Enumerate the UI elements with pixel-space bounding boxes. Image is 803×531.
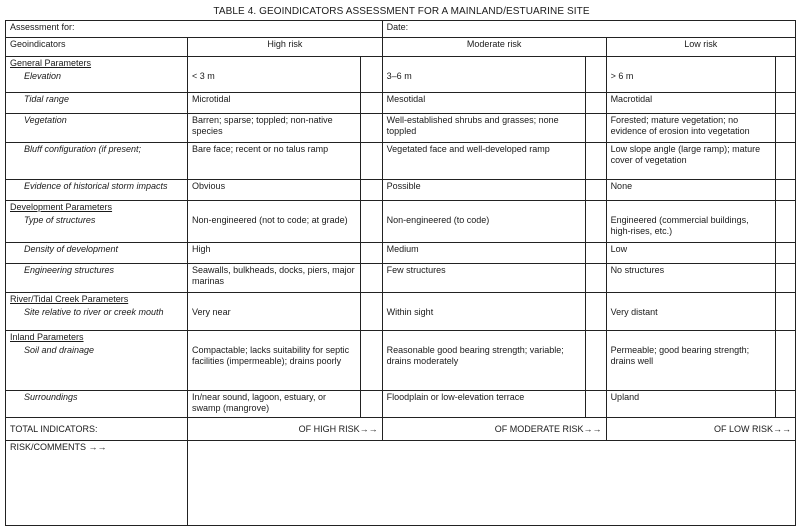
high-risk-cell: High — [188, 243, 361, 264]
high-risk-checkbox[interactable] — [360, 70, 382, 93]
low-risk-cell: Low slope angle (large ramp); mature cover of vegetation — [606, 143, 775, 180]
table-row — [6, 180, 796, 201]
high-risk-cell: Very near — [188, 306, 361, 331]
low-risk-checkbox[interactable] — [776, 306, 796, 331]
risk-comments-field[interactable] — [188, 441, 796, 526]
header-row — [6, 21, 796, 38]
high-risk-cell: Barren; sparse; toppled; non-native species — [188, 114, 361, 143]
low-risk-cell: Forested; mature vegetation; no evidence of erosion into vegetation — [606, 114, 775, 143]
high-risk-cell: Compactable; lacks suitability for septic facilities (impermeable); drains poorly — [188, 344, 361, 391]
table-row — [6, 143, 796, 180]
low-risk-checkbox[interactable] — [776, 214, 796, 243]
row-label: Site relative to river or creek mouth — [6, 306, 188, 331]
low-risk-checkbox[interactable] — [776, 344, 796, 391]
low-risk-checkbox[interactable] — [776, 70, 796, 93]
moderate-risk-cell: Mesotidal — [382, 93, 585, 114]
high-risk-checkbox[interactable] — [360, 264, 382, 293]
table-row — [6, 391, 796, 418]
total-high-risk-field[interactable]: OF HIGH RISK→→ — [188, 418, 383, 441]
high-risk-cell: In/near sound, lagoon, estuary, or swamp (mangrove) — [188, 391, 361, 418]
column-header-moderate-risk: Moderate risk — [382, 38, 606, 57]
moderate-risk-checkbox[interactable] — [585, 306, 606, 331]
low-risk-checkbox[interactable] — [776, 114, 796, 143]
row-label: Elevation — [6, 70, 188, 93]
table-row — [6, 306, 796, 331]
low-risk-checkbox[interactable] — [776, 264, 796, 293]
section-row-general — [6, 57, 796, 71]
table-row — [6, 70, 796, 93]
row-label: Tidal range — [6, 93, 188, 114]
total-indicators-label: TOTAL INDICATORS: — [6, 418, 188, 441]
high-risk-cell: Bare face; recent or no talus ramp — [188, 143, 361, 180]
table-row — [6, 114, 796, 143]
moderate-risk-checkbox[interactable] — [585, 264, 606, 293]
moderate-risk-cell: Few structures — [382, 264, 585, 293]
moderate-risk-checkbox[interactable] — [585, 344, 606, 391]
date-field[interactable]: Date: — [382, 21, 795, 38]
high-risk-checkbox[interactable] — [360, 391, 382, 418]
low-risk-checkbox[interactable] — [776, 391, 796, 418]
high-risk-checkbox[interactable] — [360, 344, 382, 391]
moderate-risk-checkbox[interactable] — [585, 93, 606, 114]
low-risk-checkbox[interactable] — [776, 180, 796, 201]
totals-row — [6, 418, 796, 441]
high-risk-checkbox[interactable] — [360, 180, 382, 201]
row-label: Evidence of historical storm impacts — [6, 180, 188, 201]
moderate-risk-cell: Well-established shrubs and grasses; none toppled — [382, 114, 585, 143]
low-risk-cell: Permeable; good bearing strength; drains well — [606, 344, 775, 391]
row-label: Vegetation — [6, 114, 188, 143]
moderate-risk-cell: Floodplain or low-elevation terrace — [382, 391, 585, 418]
moderate-risk-checkbox[interactable] — [585, 391, 606, 418]
low-risk-cell: Upland — [606, 391, 775, 418]
high-risk-checkbox[interactable] — [360, 306, 382, 331]
row-label: Type of structures — [6, 214, 188, 243]
low-risk-checkbox[interactable] — [776, 243, 796, 264]
high-risk-checkbox[interactable] — [360, 143, 382, 180]
row-label: Bluff configuration (if present; — [6, 143, 188, 180]
moderate-risk-checkbox[interactable] — [585, 214, 606, 243]
total-moderate-risk-field[interactable]: OF MODERATE RISK→→ — [382, 418, 606, 441]
column-header-high-risk: High risk — [188, 38, 383, 57]
moderate-risk-cell: Within sight — [382, 306, 585, 331]
section-heading: River/Tidal Creek Parameters — [6, 293, 188, 307]
high-risk-cell: Non-engineered (not to code; at grade) — [188, 214, 361, 243]
row-label: Soil and drainage — [6, 344, 188, 391]
moderate-risk-cell: Non-engineered (to code) — [382, 214, 585, 243]
moderate-risk-cell: 3–6 m — [382, 70, 585, 93]
high-risk-checkbox[interactable] — [360, 214, 382, 243]
geoindicators-table — [5, 20, 796, 526]
section-heading: General Parameters — [6, 57, 188, 71]
table-row — [6, 264, 796, 293]
table-row — [6, 214, 796, 243]
table-title: TABLE 4. GEOINDICATORS ASSESSMENT FOR A MAINLAND/ESTUARINE SITE — [213, 6, 590, 17]
moderate-risk-checkbox[interactable] — [585, 143, 606, 180]
row-label: Surroundings — [6, 391, 188, 418]
section-row-river — [6, 293, 796, 307]
low-risk-cell: Macrotidal — [606, 93, 775, 114]
high-risk-checkbox[interactable] — [360, 114, 382, 143]
high-risk-cell: Seawalls, bulkheads, docks, piers, major marinas — [188, 264, 361, 293]
table-row — [6, 93, 796, 114]
row-label: Engineering structures — [6, 264, 188, 293]
section-heading: Development Parameters — [6, 201, 188, 215]
low-risk-checkbox[interactable] — [776, 143, 796, 180]
column-header-row — [6, 38, 796, 57]
high-risk-cell: Obvious — [188, 180, 361, 201]
high-risk-cell: < 3 m — [188, 70, 361, 93]
risk-comments-label: RISK/COMMENTS →→ — [6, 441, 188, 526]
column-header-low-risk: Low risk — [606, 38, 795, 57]
section-row-development — [6, 201, 796, 215]
total-low-risk-field[interactable]: OF LOW RISK→→ — [606, 418, 795, 441]
low-risk-cell: Very distant — [606, 306, 775, 331]
moderate-risk-checkbox[interactable] — [585, 114, 606, 143]
section-heading: Inland Parameters — [6, 331, 188, 345]
table-row — [6, 344, 796, 391]
moderate-risk-cell: Possible — [382, 180, 585, 201]
row-label: Density of development — [6, 243, 188, 264]
low-risk-cell: Low — [606, 243, 775, 264]
moderate-risk-cell: Vegetated face and well-developed ramp — [382, 143, 585, 180]
low-risk-cell: > 6 m — [606, 70, 775, 93]
low-risk-checkbox[interactable] — [776, 93, 796, 114]
high-risk-cell: Microtidal — [188, 93, 361, 114]
high-risk-checkbox[interactable] — [360, 93, 382, 114]
moderate-risk-cell: Reasonable good bearing strength; variable; drains moderately — [382, 344, 585, 391]
low-risk-cell: No structures — [606, 264, 775, 293]
comments-row — [6, 441, 796, 526]
column-header-geoindicators: Geoindicators — [6, 38, 188, 57]
low-risk-cell: None — [606, 180, 775, 201]
assessment-for-field[interactable]: Assessment for: — [6, 21, 383, 38]
high-risk-checkbox[interactable] — [360, 243, 382, 264]
moderate-risk-checkbox[interactable] — [585, 243, 606, 264]
section-row-inland — [6, 331, 796, 345]
moderate-risk-checkbox[interactable] — [585, 180, 606, 201]
moderate-risk-checkbox[interactable] — [585, 70, 606, 93]
low-risk-cell: Engineered (commercial buildings, high-rises, etc.) — [606, 214, 775, 243]
table-row — [6, 243, 796, 264]
moderate-risk-cell: Medium — [382, 243, 585, 264]
